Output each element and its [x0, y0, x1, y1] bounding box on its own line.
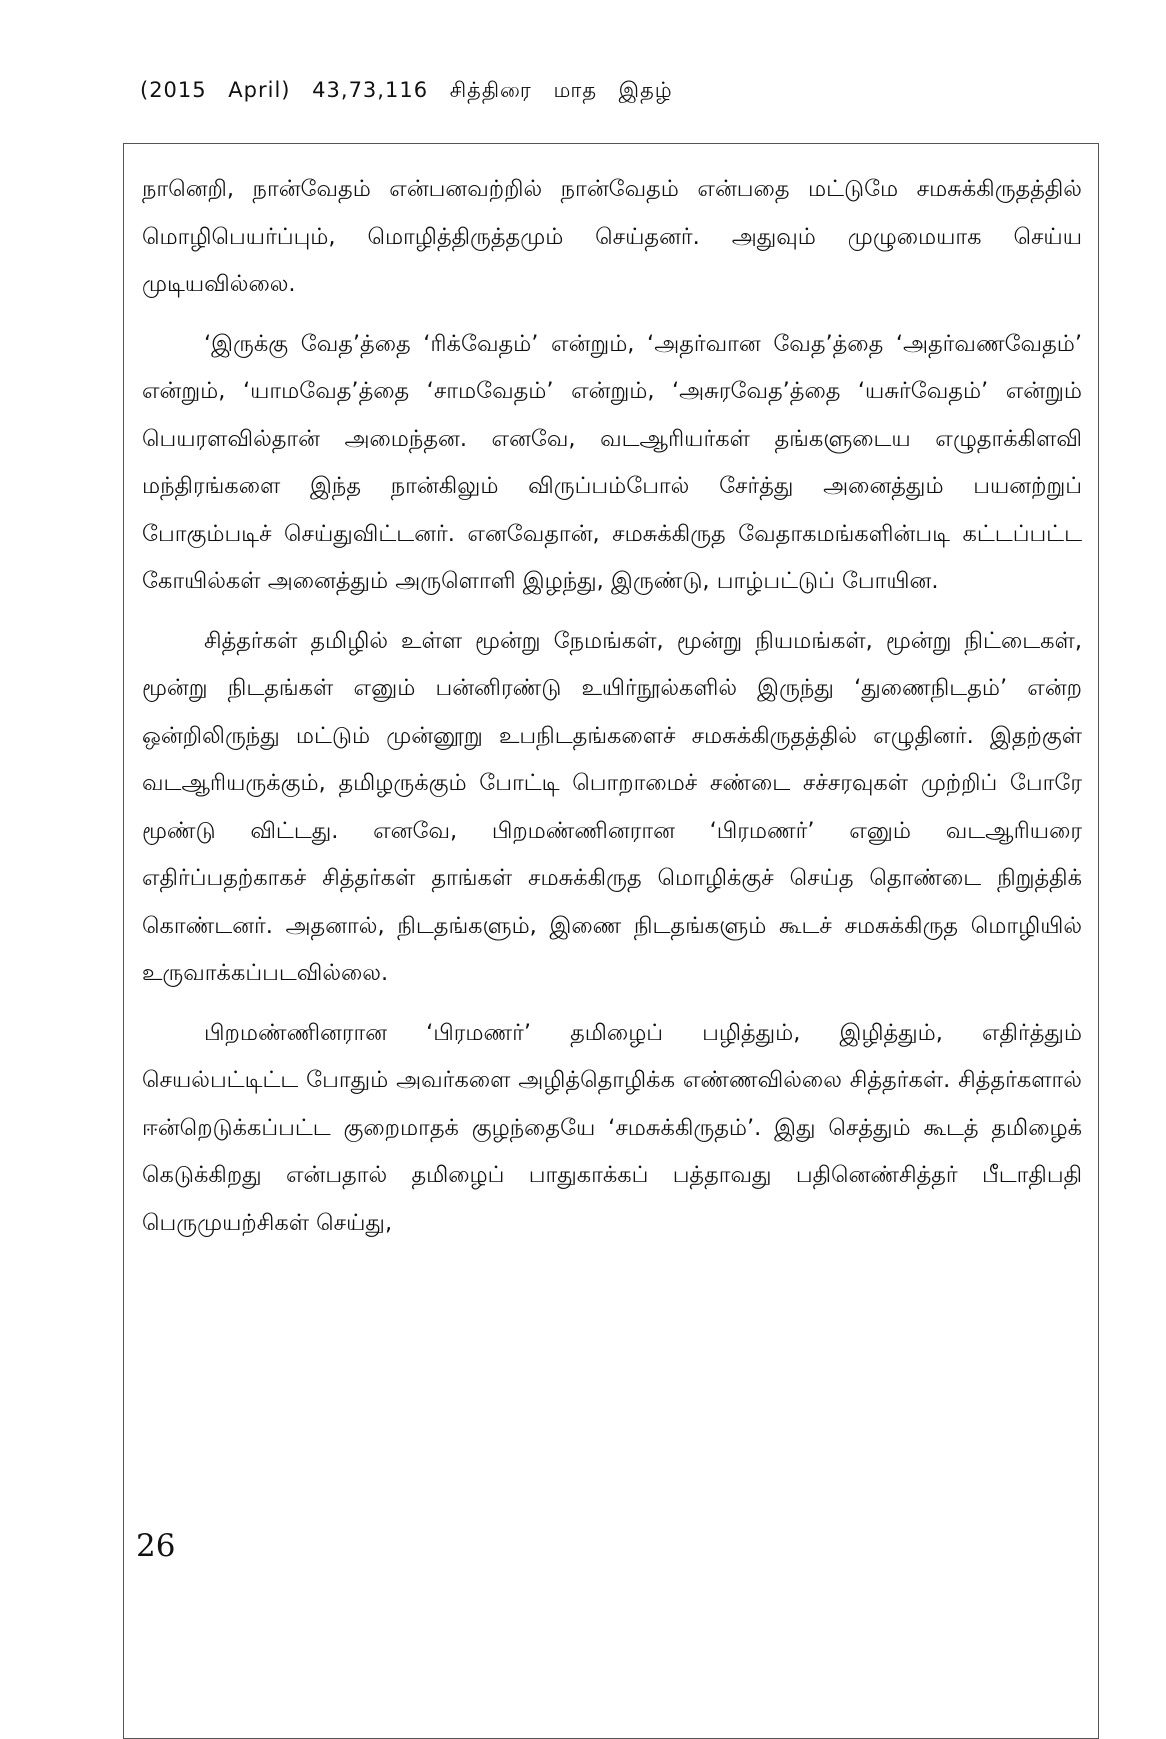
issue-header: (2015 April) 43,73,116 சித்திரை மாத இதழ்: [140, 78, 673, 102]
article-body: [142, 166, 1082, 1259]
paragraph-4: பிறமண்ணினரான ‘பிரமணர்’ தமிழைப் பழித்தும், இழித்தும், எதிர்த்தும் செயல்பட்டிட்ட போதும் அவர்களை அழித்தொழிக்க எண்ணவில்லை சித்தர்கள். சித்தர்களால் ஈன்றெடுக்கப்பட்ட குறைமாதக் குழந்தையே ‘சமசுக்கிருதம்’. இது செத்தும் கூடத் தமிழைக் கெடுக்கிறது என்பதால் தமிழைப் பாதுகாக்கப் பத்தாவது பதினெண்சித்தர் பீடாதிபதி பெருமுயற்சிகள் செய்து,: [142, 1019, 1082, 1236]
paragraph-3: சித்தர்கள் தமிழில் உள்ள மூன்று நேமங்கள், மூன்று நியமங்கள், மூன்று நிட்டைகள், மூன்று நிடதங்கள் எனும் பன்னிரண்டு உயிர்நூல்களில் இருந்து ‘துணைநிடதம்’ என்ற ஒன்றிலிருந்து மட்டும் முன்னூறு உபநிடதங்களைச் சமசுக்கிருதத்தில் எழுதினர். இதற்குள் வடஆரியருக்கும், தமிழருக்கும் போட்டி பொறாமைச் சண்டை சச்சரவுகள் முற்றிப் போரே மூண்டு விட்டது. எனவே, பிறமண்ணினரான ‘பிரமணர்’ எனும் வடஆரியரை எதிர்ப்பதற்காகச் சித்தர்கள் தாங்கள் சமசுக்கிருத மொழிக்குச் செய்த தொண்டை நிறுத்திக் கொண்டனர். அதனால், நிடதங்களும், இணை நிடதங்களும் கூடச் சமசுக்கிருத மொழியில் உருவாக்கப்படவில்லை.: [142, 627, 1082, 986]
paragraph-1: நானெறி, நான்வேதம் என்பனவற்றில் நான்வேதம் என்பதை மட்டுமே சமசுக்கிருதத்தில் மொழிபெயர்ப்பும், மொழித்திருத்தமும் செய்தனர். அதுவும் முழுமையாக செய்ய முடியவில்லை.: [142, 176, 1082, 297]
paragraph-2: ‘இருக்கு வேத’த்தை ‘ரிக்வேதம்’ என்றும், ‘அதர்வான வேத’த்தை ‘அதர்வணவேதம்’ என்றும், ‘யாமவேத’த்தை ‘சாமவேதம்’ என்றும், ‘அசுரவேத’த்தை ‘யசுர்வேதம்’ என்றும் பெயரளவில்தான் அமைந்தன. எனவே, வடஆரியர்கள் தங்களுடைய எழுதாக்கிளவி மந்திரங்களை இந்த நான்கிலும் விருப்பம்போல் சேர்த்து அனைத்தும் பயனற்றுப் போகும்படிச் செய்துவிட்டனர். எனவேதான், சமசுக்கிருத வேதாகமங்களின்படி கட்டப்பட்ட கோயில்கள் அனைத்தும் அருளொளி இழந்து, இருண்டு, பாழ்பட்டுப் போயின.: [142, 330, 1082, 594]
article-text-box: [123, 143, 1099, 1739]
page-number: 26: [136, 1528, 176, 1564]
